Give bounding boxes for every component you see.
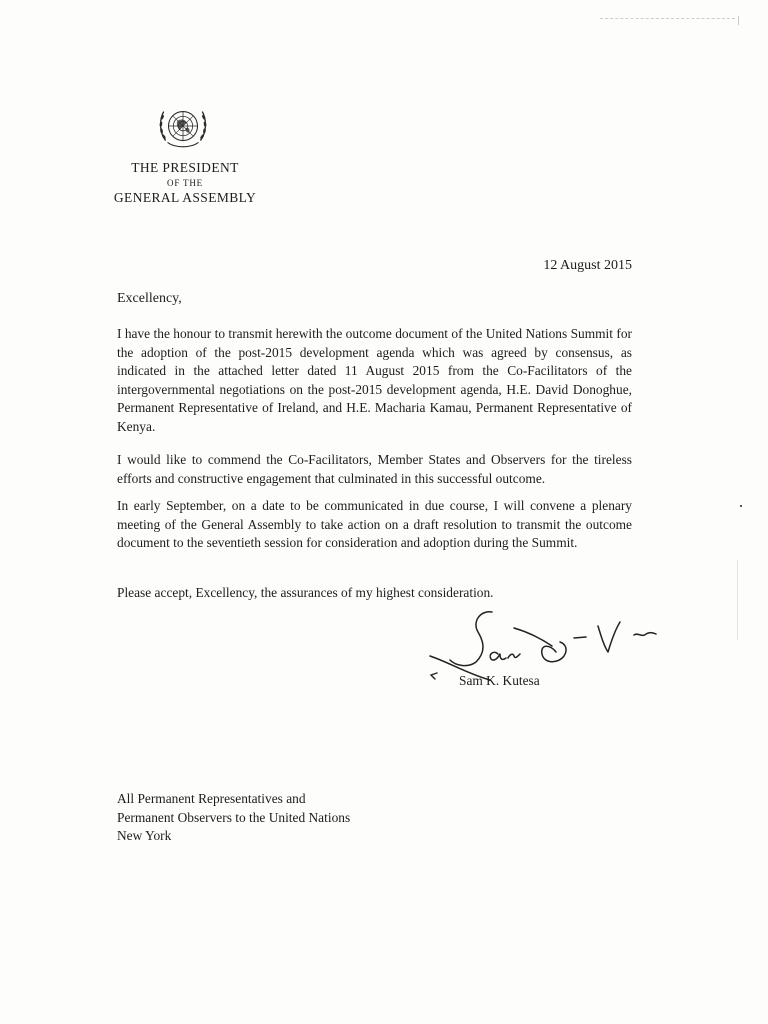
addressee-block (117, 790, 350, 846)
letterhead-line: THE PRESIDENT (131, 160, 239, 175)
addressee-line: All Permanent Representatives and (117, 791, 306, 806)
addressee-line: Permanent Observers to the United Nations (117, 809, 351, 825)
scan-artifact (600, 18, 735, 20)
scan-artifact (740, 505, 742, 507)
body-paragraph: I have the honour to transmit herewith the outcome document of the United Nations Summit for the adoption of the post-2015 development agenda which was agreed by consensus, as indicated in the attached letter dated 11 August 2015 from the Co-Facilitators of the intergovernmental negotiations on the post-2015 development agenda, H.E. David Donoghue, Permanent Representative of Ireland, and H.E. Macharia Kamau, Permanent Representative of Kenya. (117, 326, 632, 434)
signer-name: Sam K. Kutesa (459, 673, 540, 688)
salutation: Excellency, (117, 291, 182, 306)
addressee-line: New York (117, 828, 172, 844)
closing-paragraph: Please accept, Excellency, the assurances of my highest consideration. (117, 585, 494, 600)
body-paragraph: In early September, on a date to be communicated in due course, I will convene a plenary meeting of the General Assembly to take action on a draft resolution to transmit the outcome document to the seventieth session for consideration and adoption during the Summit. (117, 498, 632, 551)
letter-date: 12 August 2015 (543, 258, 632, 273)
letterhead-line: OF THE (167, 177, 203, 188)
letterhead (100, 160, 270, 207)
scan-artifact (737, 560, 738, 640)
un-emblem-icon (154, 98, 212, 156)
body-paragraph: I would like to commend the Co-Facilitators, Member States and Observers for the tireless efforts and constructive engagement that culminated in this successful outcome. (117, 452, 632, 486)
scan-artifact (738, 16, 739, 25)
letterhead-line: GENERAL ASSEMBLY (113, 190, 257, 206)
